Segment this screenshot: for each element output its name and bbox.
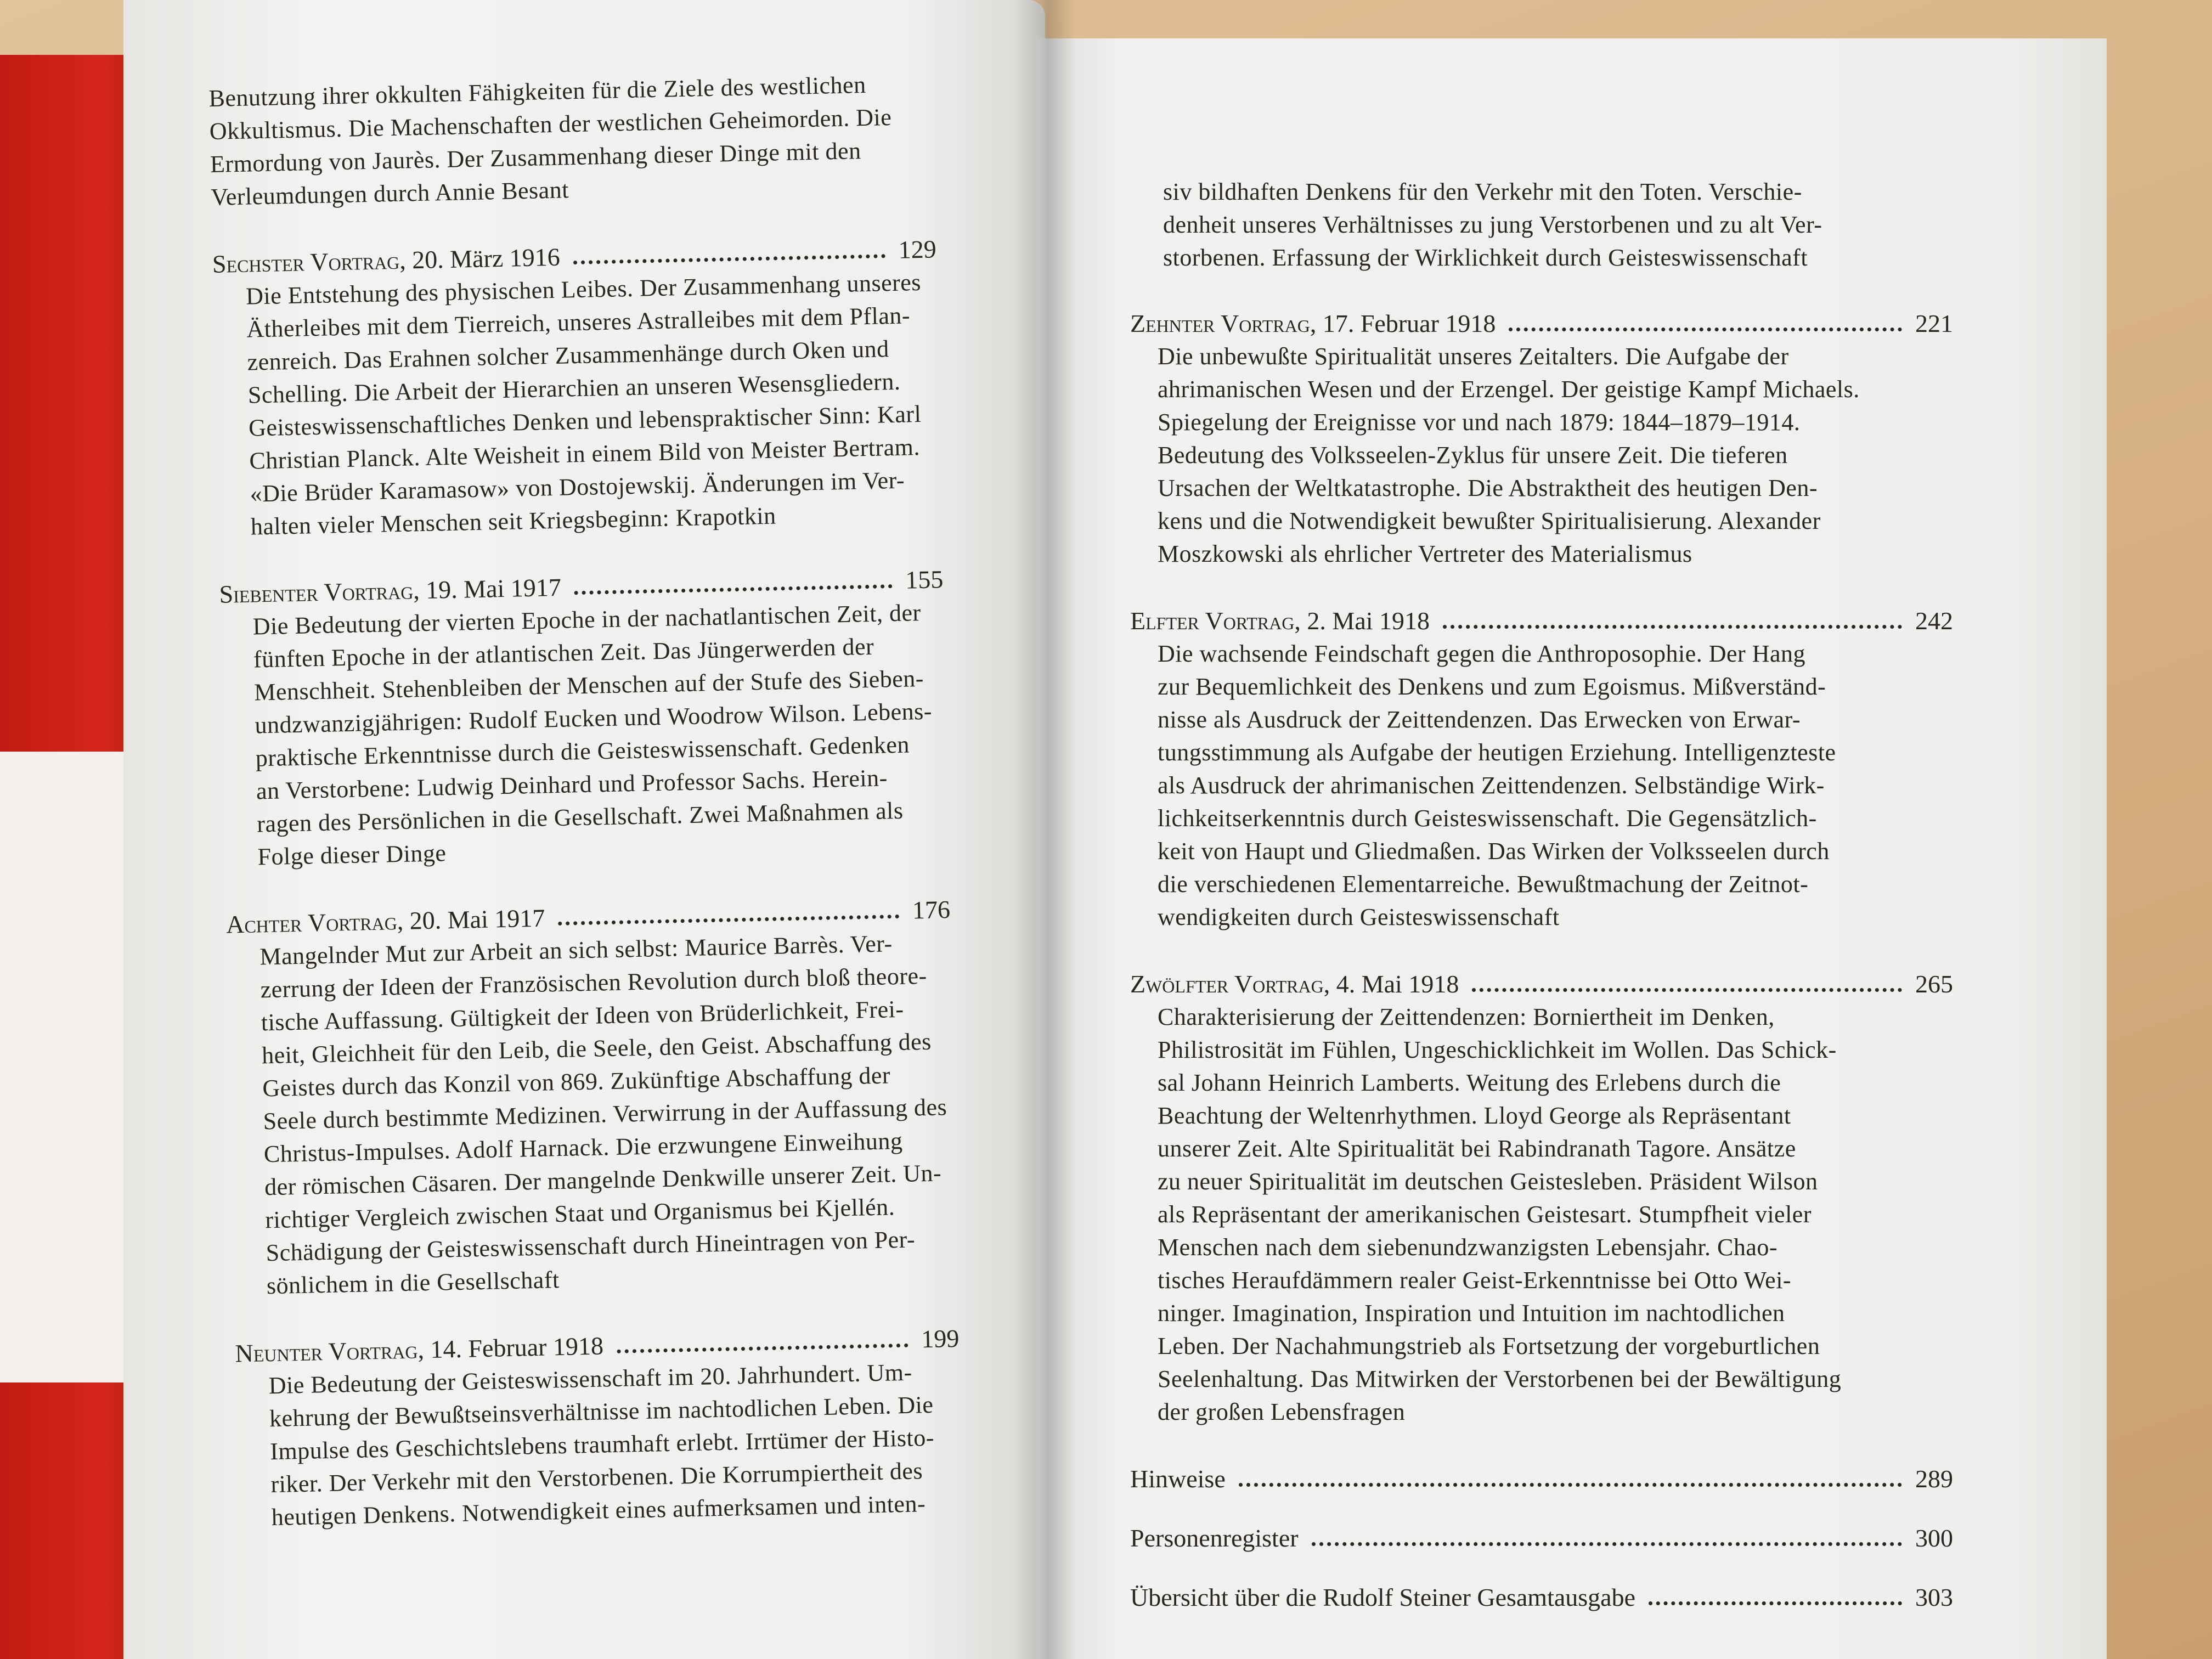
- text-line: zur Bequemlichkeit des Denkens und zum Egoismus. Mißverständ-: [1158, 673, 1826, 700]
- entry-heading: [1130, 968, 1953, 1001]
- text-line: Philistrosität im Fühlen, Ungeschicklichkeit im Wollen. Das Schick-: [1158, 1036, 1837, 1063]
- text-line: ragen des Persönlichen in die Gesellschaft. Zwei Maßnahmen als: [256, 797, 904, 838]
- toc-entry-elfter-vortrag: [1130, 605, 1953, 934]
- entry-page-number: 176: [912, 895, 951, 924]
- toc-entry-achter-vortrag: [226, 893, 958, 1303]
- text-line: Bedeutung des Volksseelen-Zyklus für unsere Zeit. Die tieferen: [1158, 442, 1788, 469]
- text-line: heit, Gleichheit für den Leib, die Seele, den Geist. Abschaffung des: [261, 1028, 932, 1069]
- text-line: der römischen Cäsaren. Der mangelnde Denkwille unserer Zeit. Un-: [264, 1159, 942, 1201]
- appendix-page-number: 289: [1915, 1465, 1953, 1493]
- text-line: Moszkowski als ehrlicher Vertreter des Materialismus: [1158, 540, 1692, 567]
- text-line: tisches Heraufdämmern realer Geist-Erkenntnisse bei Otto Wei-: [1158, 1267, 1792, 1294]
- text-line: heutigen Denkens. Notwendigkeit eines aufmerksamen und inten-: [271, 1490, 926, 1531]
- text-line: Ätherleibes mit dem Tierreich, unseres Astralleibes mit dem Pflan-: [246, 302, 911, 343]
- leader-dots: [573, 243, 885, 264]
- entry-page-number: 265: [1915, 970, 1953, 998]
- text-line: richtiger Vergleich zwischen Staat und Organismus bei Kjellén.: [264, 1193, 895, 1234]
- text-line: halten vieler Menschen seit Kriegsbeginn: Krapotkin: [250, 502, 777, 540]
- text-line: denheit unseres Verhältnisses zu jung Verstorbenen und zu alt Ver-: [1163, 211, 1822, 238]
- appendix-list: [1130, 1463, 1953, 1614]
- appendix-page-number: 300: [1915, 1524, 1953, 1552]
- entry-ordinal: Sechster Vortrag: [212, 246, 400, 278]
- text-line: der großen Lebensfragen: [1158, 1398, 1406, 1425]
- text-line: sal Johann Heinrich Lamberts. Weitung des Erlebens durch die: [1158, 1069, 1781, 1096]
- entry-ordinal: Zehnter Vortrag: [1130, 309, 1310, 337]
- entry-date: , 14. Februar 1918: [417, 1331, 604, 1364]
- entry-page-number: 129: [898, 235, 937, 264]
- entry-page-number: 221: [1915, 309, 1953, 337]
- entry-date: , 20. März 1916: [399, 242, 561, 274]
- book-gutter: [1015, 0, 1075, 1659]
- text-line: Menschen nach dem siebenundzwanzigsten Lebensjahr. Chao-: [1158, 1234, 1778, 1261]
- text-line: siv bildhaften Denkens für den Verkehr mit den Toten. Verschie-: [1163, 178, 1802, 205]
- text-line: storbenen. Erfassung der Wirklichkeit durch Geisteswissenschaft: [1163, 244, 1808, 271]
- entry-ordinal: Siebenter Vortrag: [219, 576, 414, 608]
- entry-date: , 19. Mai 1917: [413, 573, 562, 605]
- text-line: kens und die Notwendigkeit bewußter Spiritualisierung. Alexander: [1158, 507, 1821, 534]
- text-line: Geisteswissenschaftliches Denken und lebenspraktischer Sinn: Karl: [248, 400, 922, 442]
- right-page-content: [1130, 176, 1953, 1640]
- text-line: keit von Haupt und Gliedmaßen. Das Wirken der Volksseelen durch: [1158, 838, 1830, 865]
- leader-dots: [1443, 614, 1902, 629]
- text-line: zu neuer Spiritualität im deutschen Geistesleben. Präsident Wilson: [1158, 1168, 1818, 1195]
- text-line: Schädigung der Geisteswissenschaft durch Hineintragen von Per-: [266, 1226, 916, 1267]
- text-line: tische Auffassung. Gültigkeit der Ideen von Brüderlichkeit, Frei-: [261, 995, 904, 1036]
- text-line: Ermordung von Jaurès. Der Zusammenhang dieser Dinge mit den: [210, 137, 862, 178]
- entry-heading: [1130, 605, 1953, 637]
- text-line: undzwanzigjährigen: Rudolf Eucken und Woodrow Wilson. Lebens-: [255, 697, 933, 739]
- text-line: Seelenhaltung. Das Mitwirken der Verstorbenen bei der Bewältigung: [1158, 1365, 1842, 1392]
- entry-ordinal: Achter Vortrag: [225, 907, 398, 939]
- text-line: Geistes durch das Konzil von 869. Zukünftige Abschaffung der: [262, 1062, 891, 1102]
- toc-entry-zwoelfter-vortrag: [1130, 968, 1953, 1429]
- appendix-entry-gesamtausgabe: [1130, 1581, 1953, 1614]
- text-line: Die wachsende Feindschaft gegen die Anthroposophie. Der Hang: [1158, 640, 1806, 667]
- entry-page-number: 242: [1915, 607, 1953, 635]
- text-line: ninger. Imagination, Inspiration und Intuition im nachtodlichen: [1158, 1300, 1785, 1327]
- text-line: sönlichem in die Gesellschaft: [266, 1266, 560, 1300]
- appendix-entry-personenregister: [1130, 1522, 1953, 1555]
- text-line: Folge dieser Dinge: [257, 839, 447, 871]
- text-line: ahrimanischen Wesen und der Erzengel. Der geistige Kampf Michaels.: [1158, 376, 1860, 403]
- entry-description: [213, 266, 943, 544]
- text-line: fünften Epoche in der atlantischen Zeit. Das Jüngerwerden der: [253, 633, 874, 673]
- text-line: kehrung der Bewußtseinsverhältnisse im nachtodlichen Leben. Die: [269, 1391, 934, 1432]
- text-line: Okkultismus. Die Machenschaften der westlichen Geheimorden. Die: [209, 103, 892, 145]
- leader-dots: [558, 903, 899, 925]
- text-line: Die Entstehung des physischen Leibes. Der Zusammenhang unseres: [245, 268, 922, 310]
- toc-entry-zehnter-vortrag: [1130, 307, 1953, 571]
- entry-description: [219, 596, 949, 874]
- entry-page-number: 199: [921, 1324, 960, 1353]
- appendix-title: Übersicht über die Rudolf Steiner Gesamtausgabe: [1130, 1583, 1636, 1611]
- entry-ordinal: Elfter Vortrag: [1130, 607, 1295, 635]
- text-line: zenreich. Das Erahnen solcher Zusammenhänge durch Oken und: [247, 335, 890, 376]
- text-line: an Verstorbene: Ludwig Deinhard und Professor Sachs. Herein-: [256, 764, 888, 805]
- text-line: lichkeitserkenntnis durch Geisteswissenschaft. Die Gegensätzlich-: [1158, 805, 1817, 832]
- text-line: Schelling. Die Arbeit der Hierarchien an unseren Wesensgliedern.: [247, 368, 901, 409]
- text-line: Mangelnder Mut zur Arbeit an sich selbst: Maurice Barrès. Ver-: [259, 930, 893, 970]
- text-line: Charakterisierung der Zeittendenzen: Borniertheit im Denken,: [1158, 1003, 1775, 1030]
- entry-date: , 4. Mai 1918: [1323, 970, 1459, 998]
- entry-ordinal: Zwölfter Vortrag: [1130, 970, 1324, 998]
- text-line: Beachtung der Weltenrhythmen. Lloyd George als Repräsentant: [1158, 1102, 1791, 1129]
- text-line: Christian Planck. Alte Weisheit in einem Bild von Meister Bertram.: [249, 433, 921, 475]
- cover-white-stripe: [0, 752, 126, 1383]
- entry-description: [227, 926, 958, 1303]
- appendix-page-number: 303: [1915, 1583, 1953, 1611]
- entry-description: [1130, 340, 1953, 571]
- text-line: Seele durch bestimmte Medizinen. Verwirrung in der Auffassung des: [263, 1093, 947, 1135]
- text-line: «Die Brüder Karamasow» von Dostojewskij. Änderungen im Ver-: [250, 466, 905, 507]
- text-line: Christus-Impulses. Adolf Harnack. Die erzwungene Einweihung: [263, 1127, 903, 1168]
- text-line: zerrung der Ideen der Französischen Revolution durch bloß theore-: [260, 962, 928, 1003]
- text-line: Spiegelung der Ereignisse vor und nach 1879: 1844–1879–1914.: [1158, 409, 1801, 436]
- text-line: Die unbewußte Spiritualität unseres Zeitalters. Die Aufgabe der: [1158, 343, 1789, 370]
- text-line: Impulse des Geschichtslebens traumhaft erlebt. Irrtümer der Histo-: [269, 1424, 935, 1465]
- appendix-title: Personenregister: [1130, 1524, 1299, 1552]
- text-line: Benutzung ihrer okkulten Fähigkeiten für die Ziele des westlichen: [208, 71, 867, 112]
- entry-date: , 2. Mai 1918: [1294, 607, 1430, 635]
- leader-dots: [1239, 1472, 1902, 1487]
- text-line: Leben. Der Nachahmungstrieb als Fortsetzung der vorgeburtlichen: [1158, 1333, 1820, 1359]
- text-line: unserer Zeit. Alte Spiritualität bei Rabindranath Tagore. Ansätze: [1158, 1135, 1796, 1162]
- leader-dots: [1649, 1590, 1902, 1605]
- entry-page-number: 155: [905, 565, 944, 594]
- text-line: tungsstimmung als Aufgabe der heutigen Erziehung. Intelligenzteste: [1158, 739, 1836, 766]
- text-line: Verleumdungen durch Annie Besant: [210, 176, 569, 211]
- continuation-text-right: [1130, 176, 1953, 274]
- text-line: als Ausdruck der ahrimanischen Zeittendenzen. Selbständige Wirk-: [1158, 772, 1825, 799]
- entry-ordinal: Neunter Vortrag: [235, 1335, 418, 1368]
- text-line: Die Bedeutung der Geisteswissenschaft im 20. Jahrhundert. Um-: [268, 1358, 913, 1400]
- left-page-content: [208, 67, 963, 1568]
- text-line: Ursachen der Weltkatastrophe. Die Abstraktheit des heutigen Den-: [1158, 475, 1818, 501]
- leader-dots: [1509, 317, 1902, 331]
- text-line: die verschiedenen Elementarreiche. Bewußtmachung der Zeitnot-: [1158, 871, 1809, 898]
- toc-entry-neunter-vortrag: [235, 1322, 963, 1535]
- entry-description: [235, 1355, 963, 1535]
- text-line: wendigkeiten durch Geisteswissenschaft: [1158, 904, 1560, 930]
- leader-dots: [574, 573, 893, 595]
- text-line: riker. Der Verkehr mit den Verstorbenen. Die Korrumpiertheit des: [270, 1457, 923, 1498]
- toc-entry-sechster-vortrag: [212, 233, 942, 544]
- entry-heading: [1130, 307, 1953, 340]
- appendix-title: Hinweise: [1130, 1465, 1226, 1493]
- leader-dots: [617, 1332, 909, 1353]
- text-line: praktische Erkenntnisse durch die Geisteswissenschaft. Gedenken: [255, 731, 910, 772]
- text-line: nisse als Ausdruck der Zeittendenzen. Das Erwecken von Erwar-: [1158, 706, 1801, 733]
- leader-dots: [1472, 977, 1902, 992]
- leader-dots: [1312, 1531, 1902, 1546]
- text-line: Die Bedeutung der vierten Epoche in der nachatlantischen Zeit, der: [252, 599, 922, 640]
- entry-date: , 20. Mai 1917: [397, 904, 545, 935]
- toc-entry-siebenter-vortrag: [219, 563, 949, 874]
- entry-description: [1130, 1001, 1953, 1429]
- entry-description: [1130, 637, 1953, 934]
- appendix-entry-hinweise: [1130, 1463, 1953, 1496]
- text-line: als Repräsentant der amerikanischen Geistesart. Stumpfheit vieler: [1158, 1201, 1812, 1228]
- continuation-text-left: [208, 67, 935, 214]
- entry-date: , 17. Februar 1918: [1310, 309, 1496, 337]
- text-line: Menschheit. Stehenbleiben der Menschen auf der Stufe des Sieben-: [253, 664, 924, 706]
